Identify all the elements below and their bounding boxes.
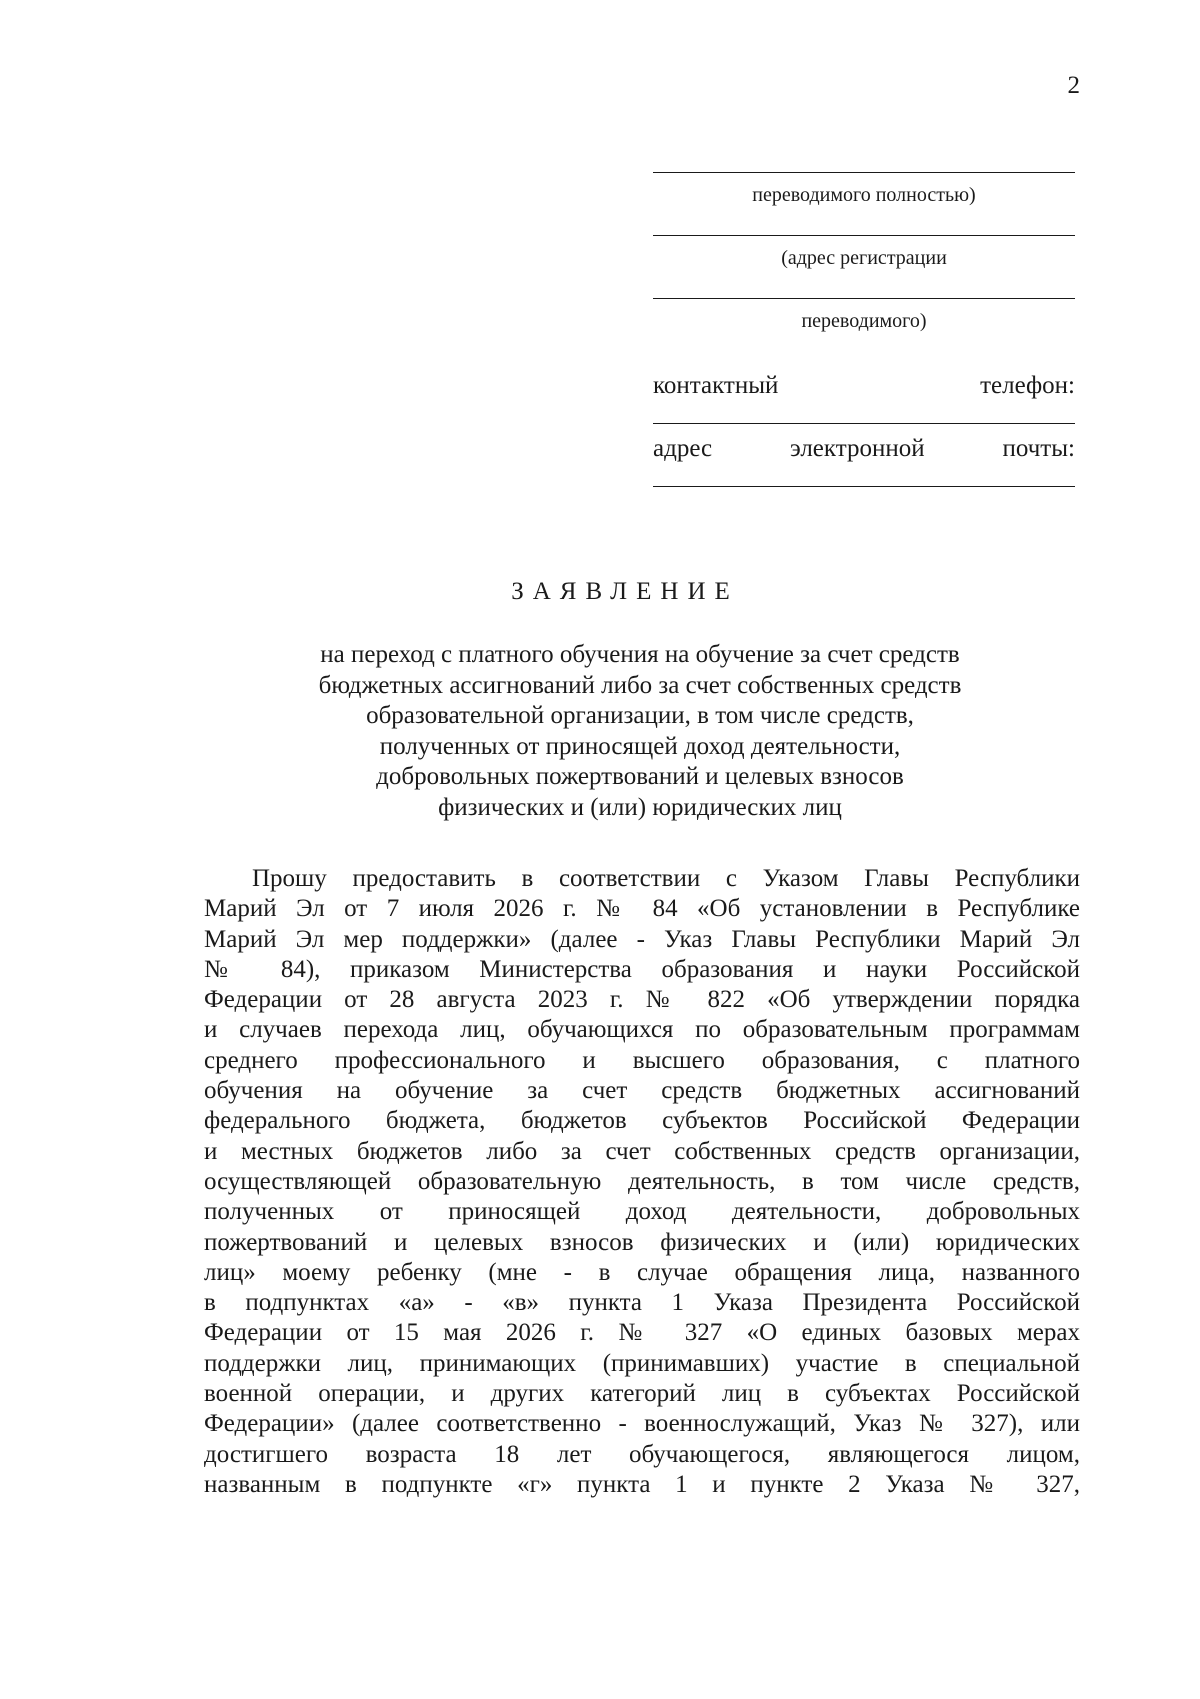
body-line: федерального бюджета, бюджетов субъектов Российской Федерации	[204, 1107, 1080, 1135]
body-line: пожертвований и целевых взносов физических и (или) юридических	[204, 1228, 1080, 1256]
subtitle-line: добровольных пожертвований и целевых взносов	[376, 763, 904, 790]
body-line: среднего профессионального и высшего образования, с платного	[204, 1046, 1080, 1074]
body-line: достигшего возраста 18 лет обучающегося, являющегося лицом,	[204, 1440, 1080, 1468]
phone-label-word-2: телефон:	[980, 372, 1075, 399]
phone-label-word-1: контактный	[653, 372, 779, 399]
body-line: названным в подпункте «г» пункта 1 и пункте 2 Указа № 327,	[204, 1470, 1080, 1498]
page-number: 2	[1067, 72, 1080, 99]
body-line: и случаев перехода лиц, обучающихся по образовательным программам	[204, 1016, 1080, 1044]
document-subtitle	[200, 640, 1080, 823]
body-line: военной операции, и других категорий лиц в субъектах Российской	[204, 1380, 1080, 1408]
body-line: Федерации от 15 мая 2026 г. № 327 «О единых базовых мерах	[204, 1319, 1080, 1347]
subtitle-line: на переход с платного обучения на обучение за счет средств	[320, 641, 960, 668]
subtitle-line: образовательной организации, в том числе средств,	[366, 702, 914, 729]
body-line: обучения на обучение за счет средств бюджетных ассигнований	[204, 1077, 1080, 1105]
body-line: Марий Эл мер поддержки» (далее - Указ Главы Республики Марий Эл	[204, 925, 1080, 953]
body-line: Федерации от 28 августа 2023 г. № 822 «Об утверждении порядка	[204, 986, 1080, 1014]
email-label	[653, 424, 1075, 486]
subtitle-line: бюджетных ассигнований либо за счет собственных средств	[318, 671, 962, 699]
email-label-word-1: адрес	[653, 435, 713, 462]
body-paragraph	[204, 864, 1080, 1500]
email-label-word-2: электронной	[790, 435, 925, 462]
applicant-details-block	[653, 172, 1075, 487]
caption-transferred: переводимого)	[801, 310, 927, 332]
body-line: в подпунктах «а» - «в» пункта 1 Указа Президента Российской	[204, 1289, 1080, 1317]
phone-label	[653, 361, 1075, 423]
body-line: № 84), приказом Министерства образования и науки Российской	[204, 955, 1080, 983]
body-line: поддержки лиц, принимающих (принимавших) участие в специальной	[204, 1349, 1080, 1377]
body-line: и местных бюджетов либо за счет собственных средств организации,	[204, 1137, 1080, 1165]
body-line: осуществляющей образовательную деятельность, в том числе средств,	[204, 1167, 1080, 1195]
caption-registration-address: (адрес регистрации	[781, 247, 947, 269]
document-title: ЗАЯВЛЕНИЕ	[511, 578, 739, 605]
blank-line-email	[653, 486, 1075, 487]
body-line: лиц» моему ребенку (мне - в случае обращения лица, названного	[204, 1258, 1080, 1286]
body-line: Прошу предоставить в соответствии с Указом Главы Республики	[252, 865, 1080, 892]
body-line: Марий Эл от 7 июля 2026 г. № 84 «Об установлении в Республике	[204, 895, 1080, 923]
email-label-word-3: почты:	[1002, 435, 1075, 462]
caption-name-full: переводимого полностью)	[752, 184, 976, 206]
subtitle-line: физических и (или) юридических лиц	[438, 793, 842, 821]
subtitle-line: полученных от приносящей доход деятельности,	[379, 732, 901, 760]
body-line: Федерации» (далее соответственно - военнослужащий, Указ № 327), или	[204, 1410, 1080, 1438]
body-line: полученных от приносящей доход деятельности, добровольных	[204, 1198, 1080, 1226]
